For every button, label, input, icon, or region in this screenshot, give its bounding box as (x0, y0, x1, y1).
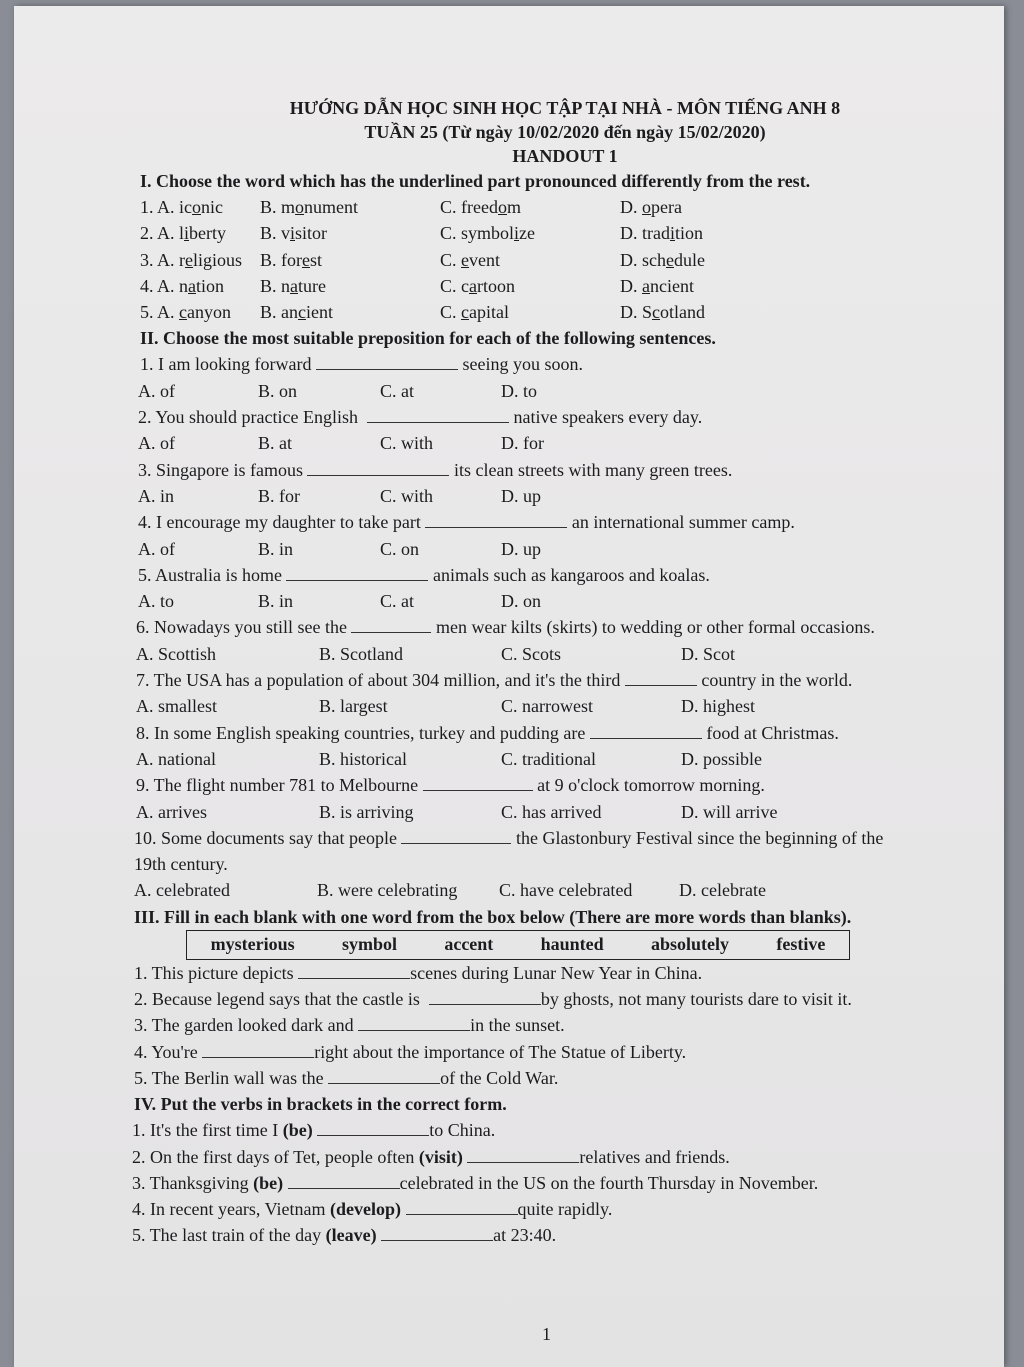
option[interactable]: A. arrives (136, 801, 207, 822)
question-text: relatives and friends. (579, 1146, 730, 1167)
options (138, 378, 970, 404)
options (138, 430, 970, 456)
answer-blank[interactable] (317, 1117, 429, 1136)
answer-blank[interactable] (351, 614, 431, 633)
question-text: 3. The garden looked dark and (134, 1015, 354, 1036)
answer-blank[interactable] (316, 351, 458, 370)
pronunciation-row (140, 247, 970, 273)
question-text: 2. Because legend says that the castle is (134, 989, 420, 1010)
option[interactable]: A. in (138, 485, 174, 506)
option[interactable]: D. Scotland (620, 302, 706, 323)
options (136, 799, 970, 825)
verb-hint: (leave) (325, 1225, 377, 1246)
section-1-title: I. Choose the word which has the underlined part pronounced differently from the rest. (140, 171, 811, 191)
question-text: its clean streets with many green trees. (453, 459, 733, 480)
options (138, 483, 970, 509)
answer-blank[interactable] (625, 667, 697, 686)
question-text: 19th century. (134, 854, 228, 875)
answer-blank[interactable] (202, 1039, 314, 1058)
option[interactable]: C. with (380, 485, 434, 506)
option[interactable]: C. with (380, 433, 434, 454)
option[interactable]: C. Scots (501, 643, 562, 664)
option[interactable]: C. symbolize (440, 223, 536, 244)
question-text: 4. You're (134, 1041, 198, 1062)
answer-blank[interactable] (286, 562, 428, 581)
question-text: 2. On the first days of Tet, people often (132, 1146, 415, 1167)
question-text: 1. I am looking forward (140, 354, 312, 375)
header-title: HƯỚNG DẪN HỌC SINH HỌC TẬP TẠI NHÀ - MÔN TIẾNG ANH 8 (289, 98, 841, 118)
question-text: 2. You should practice English (138, 407, 358, 428)
question-text: of the Cold War. (440, 1067, 559, 1088)
option[interactable]: 4. A. nation (140, 275, 225, 296)
question-text: 4. I encourage my daughter to take part (138, 512, 421, 533)
option[interactable]: B. largest (319, 696, 388, 717)
question-text: quite rapidly. (517, 1199, 613, 1220)
option[interactable]: B. in (258, 591, 294, 612)
option[interactable]: C. narrowest (501, 696, 593, 717)
option[interactable]: A. of (138, 433, 175, 454)
word-box (186, 930, 850, 960)
section-3-title: III. Fill in each blank with one word from the box below (There are more words than blanks). (134, 906, 852, 927)
question-text: 3. Thanksgiving (132, 1172, 249, 1193)
word-box-item: accent (444, 934, 494, 955)
word-box-item: absolutely (651, 934, 730, 955)
option[interactable]: B. monument (260, 197, 359, 217)
verb-hint: (develop) (330, 1199, 402, 1220)
option[interactable]: B. visitor (260, 223, 328, 244)
option[interactable]: B. for (258, 485, 300, 506)
question-text: 1. This picture depicts (134, 962, 294, 983)
question-text: 6. Nowadays you still see the (136, 617, 347, 638)
option[interactable]: D. possible (681, 748, 762, 769)
option[interactable]: D. highest (681, 696, 755, 717)
section-2-title: II. Choose the most suitable preposition for each of the following sentences. (140, 328, 716, 349)
option[interactable]: D. up (501, 485, 541, 506)
option[interactable]: C. at (380, 591, 414, 612)
header-handout: HANDOUT 1 (512, 146, 618, 166)
question-text: seeing you soon. (462, 354, 583, 375)
question-text: scenes during Lunar New Year in China. (410, 962, 703, 983)
answer-blank[interactable] (429, 986, 541, 1005)
options (136, 746, 970, 772)
option[interactable]: D. Scot (681, 643, 735, 664)
question-text: 7. The USA has a population of about 304 million, and it's the third (136, 670, 621, 691)
option[interactable]: 1. A. iconic (140, 197, 223, 217)
option[interactable]: B. forest (260, 249, 323, 270)
question-text: men wear kilts (skirts) to wedding or other formal occasions. (435, 617, 875, 638)
question-text: 10. Some documents say that people (134, 827, 397, 848)
option[interactable]: D. schedule (620, 249, 705, 270)
verb-hint: (visit) (418, 1146, 463, 1167)
option[interactable]: D. to (501, 380, 537, 401)
option[interactable]: A. of (138, 380, 175, 401)
pronunciation-row (140, 273, 970, 299)
question-text: celebrated in the US on the fourth Thursday in November. (399, 1172, 819, 1193)
pronunciation-row (140, 194, 970, 220)
option[interactable]: C. traditional (501, 748, 596, 769)
question-text: 5. The Berlin wall was the (134, 1067, 324, 1088)
answer-blank[interactable] (288, 1170, 400, 1189)
option[interactable]: B. on (258, 380, 298, 401)
section-4-title: IV. Put the verbs in brackets in the correct form. (134, 1094, 507, 1115)
options (136, 693, 970, 719)
question-text: in the sunset. (470, 1015, 565, 1036)
question-text: 1. It's the first time I (132, 1120, 279, 1141)
option[interactable]: 5. A. canyon (140, 302, 232, 323)
option[interactable]: B. in (258, 538, 294, 559)
answer-blank[interactable] (328, 1065, 440, 1084)
answer-blank[interactable] (425, 509, 567, 528)
answer-blank[interactable] (467, 1144, 579, 1163)
option[interactable]: D. ancient (620, 275, 694, 296)
answer-blank[interactable] (358, 1012, 470, 1031)
answer-blank[interactable] (406, 1196, 518, 1215)
verb-hint: (be) (282, 1120, 313, 1141)
option[interactable]: A. of (138, 538, 175, 559)
option[interactable]: C. on (380, 538, 420, 559)
question-text: 5. The last train of the day (132, 1225, 322, 1246)
question-text: 5. Australia is home (138, 564, 282, 585)
option[interactable]: D. on (501, 591, 541, 612)
verb-hint: (be) (253, 1172, 284, 1193)
word-box-item: mysterious (210, 934, 295, 955)
word-box-item: symbol (341, 934, 397, 955)
option[interactable]: 2. A. liberty (140, 223, 227, 244)
answer-blank[interactable] (298, 960, 410, 979)
page-number: 1 (542, 1324, 551, 1344)
pronunciation-row (140, 220, 970, 246)
question-text: 4. In recent years, Vietnam (132, 1199, 326, 1220)
question-text: the Glastonbury Festival since the beginning of the (515, 827, 884, 848)
options (138, 588, 970, 614)
section-1-rows (140, 194, 970, 325)
question-text: country in the world. (701, 670, 853, 691)
option[interactable]: D. up (501, 538, 541, 559)
word-box-item: haunted (540, 934, 604, 955)
question-text: native speakers every day. (513, 407, 703, 428)
option[interactable]: D. celebrate (679, 880, 766, 901)
options (134, 877, 970, 903)
question-text: at 23:40. (493, 1225, 557, 1246)
option[interactable]: B. historical (319, 748, 407, 769)
option[interactable]: B. ancient (260, 302, 333, 323)
answer-blank[interactable] (381, 1222, 493, 1241)
handout-content (120, 96, 970, 1249)
option[interactable]: B. were celebrating (317, 880, 458, 901)
pronunciation-row (140, 299, 970, 325)
question-text: by ghosts, not many tourists dare to visit it. (540, 989, 852, 1010)
word-box-item: festive (776, 934, 826, 955)
option[interactable]: B. at (258, 433, 292, 454)
answer-blank[interactable] (307, 457, 449, 476)
answer-blank[interactable] (423, 772, 533, 791)
question-text: an international summer camp. (571, 512, 795, 533)
option[interactable]: C. at (380, 380, 414, 401)
answer-blank[interactable] (401, 825, 511, 844)
option[interactable]: B. Scotland (319, 643, 403, 664)
option[interactable]: B. nature (260, 275, 326, 296)
option[interactable]: A. smallest (136, 696, 217, 717)
options (138, 536, 970, 562)
question-text: to China. (429, 1120, 496, 1141)
question (140, 351, 970, 377)
option[interactable]: C. cartoon (440, 275, 515, 296)
option[interactable]: D. tradition (620, 223, 704, 244)
option[interactable]: D. opera (620, 197, 682, 217)
option[interactable]: C. has arrived (501, 801, 602, 822)
option[interactable]: A. Scottish (136, 643, 217, 664)
question-text: right about the importance of The Statue of Liberty. (314, 1041, 687, 1062)
option[interactable]: C. event (440, 249, 501, 270)
handout-page (14, 6, 1004, 1367)
question-text: animals such as kangaroos and koalas. (432, 564, 710, 585)
option[interactable]: B. is arriving (319, 801, 414, 822)
option[interactable]: C. capital (440, 302, 509, 323)
option[interactable]: D. for (501, 433, 544, 454)
options (136, 641, 970, 667)
answer-blank[interactable] (590, 720, 702, 739)
option[interactable]: A. national (136, 748, 216, 769)
option[interactable]: 3. A. religious (140, 249, 243, 270)
option[interactable]: C. have celebrated (499, 880, 633, 901)
question-text: 9. The flight number 781 to Melbourne (136, 775, 419, 796)
question-text: food at Christmas. (706, 722, 839, 743)
header-week: TUẦN 25 (Từ ngày 10/02/2020 đến ngày 15/02/2020) (364, 122, 766, 142)
option[interactable]: D. will arrive (681, 801, 778, 822)
question-text: 8. In some English speaking countries, turkey and pudding are (136, 722, 586, 743)
question-text: at 9 o'clock tomorrow morning. (537, 775, 765, 796)
question-text: 3. Singapore is famous (138, 459, 303, 480)
option[interactable]: A. celebrated (134, 880, 230, 901)
option[interactable]: C. freedom (440, 197, 521, 217)
option[interactable]: A. to (138, 591, 174, 612)
answer-blank[interactable] (367, 404, 509, 423)
